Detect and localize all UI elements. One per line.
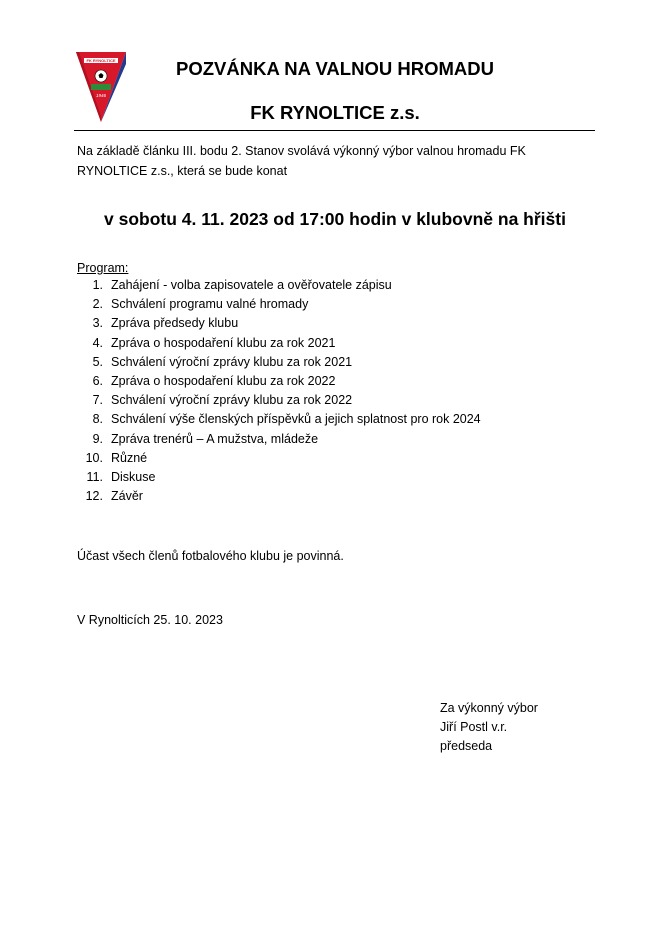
- agenda-item-text: Zpráva o hospodaření klubu za rok 2021: [111, 335, 336, 350]
- header-rule: [74, 130, 595, 131]
- agenda-item-number: 11.: [86, 469, 103, 484]
- agenda-item-text: Schválení programu valné hromady: [111, 297, 309, 312]
- agenda-item-number: 8.: [92, 412, 103, 427]
- agenda-item-number: 5.: [92, 354, 103, 369]
- agenda-item-number: 6.: [92, 373, 103, 388]
- agenda-item: [77, 410, 597, 429]
- agenda-item: [77, 334, 597, 353]
- agenda-item-number: 3.: [92, 316, 103, 331]
- agenda-item: [77, 276, 597, 295]
- meeting-date-headline: v sobotu 4. 11. 2023 od 17:00 hodin v klubovně na hřišti: [104, 209, 566, 229]
- club-logo: [76, 52, 126, 122]
- signature-block: [440, 699, 538, 757]
- agenda-item: [77, 468, 597, 487]
- agenda-item-text: Schválení výroční zprávy klubu za rok 2021: [111, 354, 353, 369]
- agenda-item-text: Zpráva trenérů – A mužstva, mládeže: [111, 431, 319, 446]
- agenda-item-number: 10.: [85, 450, 103, 465]
- place-and-date: V Rynolticích 25. 10. 2023: [77, 613, 223, 627]
- signature-line-name: Jiří Postl v.r.: [440, 720, 508, 735]
- agenda-item-text: Schválení výroční zprávy klubu za rok 2022: [111, 393, 353, 408]
- agenda-item-text: Různé: [111, 450, 148, 465]
- program-label: Program:: [77, 261, 129, 275]
- signature-line-committee: Za výkonný výbor: [440, 701, 538, 715]
- agenda-item-text: Diskuse: [111, 469, 156, 484]
- agenda-item-number: 1.: [92, 278, 103, 292]
- agenda-item: [77, 391, 597, 410]
- agenda-item-text: Zpráva předsedy klubu: [111, 316, 239, 331]
- agenda-item-number: 12.: [85, 489, 103, 504]
- agenda-item-number: 9.: [92, 431, 103, 446]
- agenda-item: [77, 372, 597, 391]
- attendance-note: Účast všech členů fotbalového klubu je povinná.: [77, 549, 344, 563]
- agenda-list: [77, 276, 597, 506]
- logo-name-text: FK RYNOLTICE: [86, 58, 116, 64]
- agenda-item-text: Schválení výše členských příspěvků a jejich splatnost pro rok 2024: [111, 412, 481, 427]
- agenda-item-text: Zpráva o hospodaření klubu za rok 2022: [111, 373, 336, 388]
- agenda-item: [77, 449, 597, 468]
- agenda-item-number: 2.: [92, 297, 103, 312]
- logo-year-text: 1946: [95, 93, 107, 98]
- agenda-item-number: 7.: [92, 393, 103, 408]
- intro-paragraph: Na základě článku III. bodu 2. Stanov svolává výkonný výbor valnou hromadu FK RYNOLTICE z.s., která se bude konat: [77, 144, 526, 178]
- club-name-title: FK RYNOLTICE z.s.: [250, 102, 420, 123]
- signature-line-role: předseda: [440, 739, 493, 754]
- agenda-item: [77, 295, 597, 314]
- agenda-item-number: 4.: [92, 335, 103, 350]
- agenda-item-text: Zahájení - volba zapisovatele a ověřovatele zápisu: [111, 278, 392, 292]
- agenda-item: [77, 430, 597, 449]
- document-title: POZVÁNKA NA VALNOU HROMADU: [176, 58, 494, 79]
- agenda-item-text: Závěr: [111, 489, 143, 504]
- agenda-item: [77, 314, 597, 333]
- logo-green-band: [91, 84, 111, 90]
- agenda-item: [77, 487, 597, 506]
- agenda-item: [77, 353, 597, 372]
